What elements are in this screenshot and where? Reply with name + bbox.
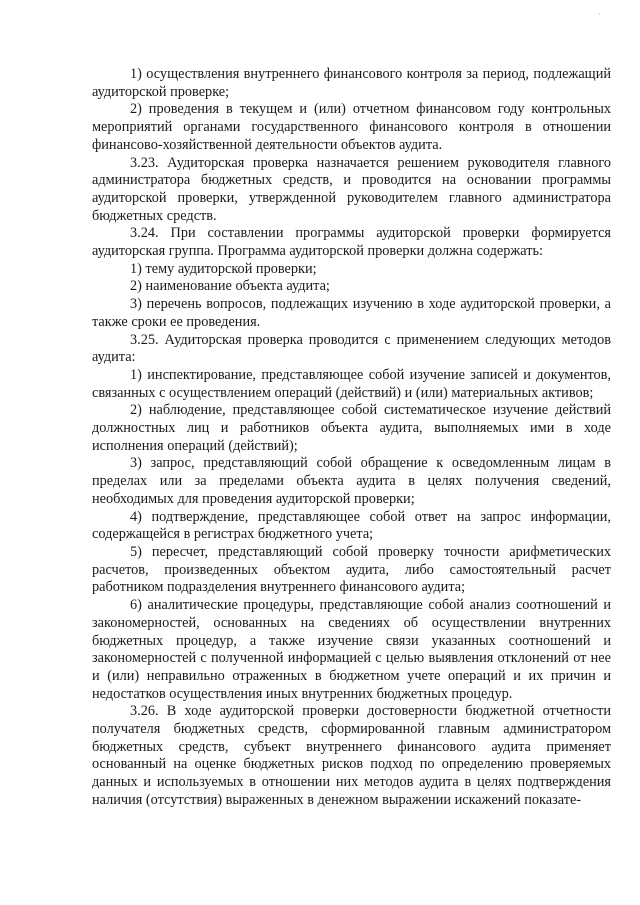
paragraph-method-inquiry: 3) запрос, представляющий собой обращение к осведомленным лицам в пределах или за пределами объекта аудита в целях получения сведений, необходимых для проведения аудиторской проверки;: [92, 455, 611, 507]
paragraph-item-2-control-measures: 2) проведения в текущем и (или) отчетном финансовом году контрольных мероприятий органами государственного финансового контроля в отношении финансово-хозяйственной деятельности объектов аудита.: [92, 101, 611, 153]
paragraph-method-analytical: 6) аналитические процедуры, представляющие собой анализ соотношений и закономерностей, основанных на сведениях об осуществлении внутренних бюджетных процедур, а также изучение связи указанных соотношений и закономерностей с полученной информацией с целью выявления отклонений от нее и (или) неправильно отраженных в бюджетном учете операций и их причин и недостатков осуществления иных внутренних бюджетных процедур.: [92, 597, 611, 702]
paragraph-3-24: 3.24. При составлении программы аудиторской проверки формируется аудиторская группа. Программа аудиторской проверки должна содержать:: [92, 225, 611, 260]
paragraph-3-26: 3.26. В ходе аудиторской проверки достоверности бюджетной отчетности получателя бюджетных средств, сформированной главным администратором бюджетных средств, субъект внутреннего финансового аудита применяет основанный на оценке бюджетных рисков подход по определению проверяемых данных и используемых в отношении них методов аудита в целях подтверждения наличия (отсутствия) выраженных в денежном выражении искажений показате-: [92, 703, 611, 808]
paragraph-3-25: 3.25. Аудиторская проверка проводится с применением следующих методов аудита:: [92, 331, 611, 366]
paragraph-method-confirmation: 4) подтверждение, представляющее собой ответ на запрос информации, содержащейся в регистрах бюджетного учета;: [92, 508, 611, 543]
paragraph-method-observation: 2) наблюдение, представляющее собой систематическое изучение действий должностных лиц и работников объекта аудита, выполняемых ими в ходе исполнения операций (действий);: [92, 402, 611, 454]
paragraph-program-object: 2) наименование объекта аудита;: [130, 278, 330, 295]
paragraph-program-questions: 3) перечень вопросов, подлежащих изучению в ходе аудиторской проверки, а также сроки ее проведения.: [92, 296, 611, 330]
document-body: [92, 66, 611, 810]
paragraph-method-inspection: 1) инспектирование, представляющее собой изучение записей и документов, связанных с осуществлением операций (действий) и (или) материальных активов;: [92, 366, 611, 401]
corner-mark: ·: [598, 10, 601, 19]
paragraph-3-23: 3.23. Аудиторская проверка назначается решением руководителя главного администратора бюджетных средств, и проводится на основании программы аудиторской проверки, утвержденной руководителем главного администратора бюджетных средств.: [92, 154, 611, 224]
paragraph-method-recalculation: 5) пересчет, представляющий собой проверку точности арифметических расчетов, произведенных объектом аудита, либо самостоятельный расчет работником подразделения внутреннего финансового аудита;: [92, 543, 611, 596]
paragraph-program-topic: 1) тему аудиторской проверки;: [130, 260, 317, 277]
paragraph-item-1-internal-control: 1) осуществления внутреннего финансового контроля за период, подлежащий аудиторской проверке;: [92, 66, 611, 100]
